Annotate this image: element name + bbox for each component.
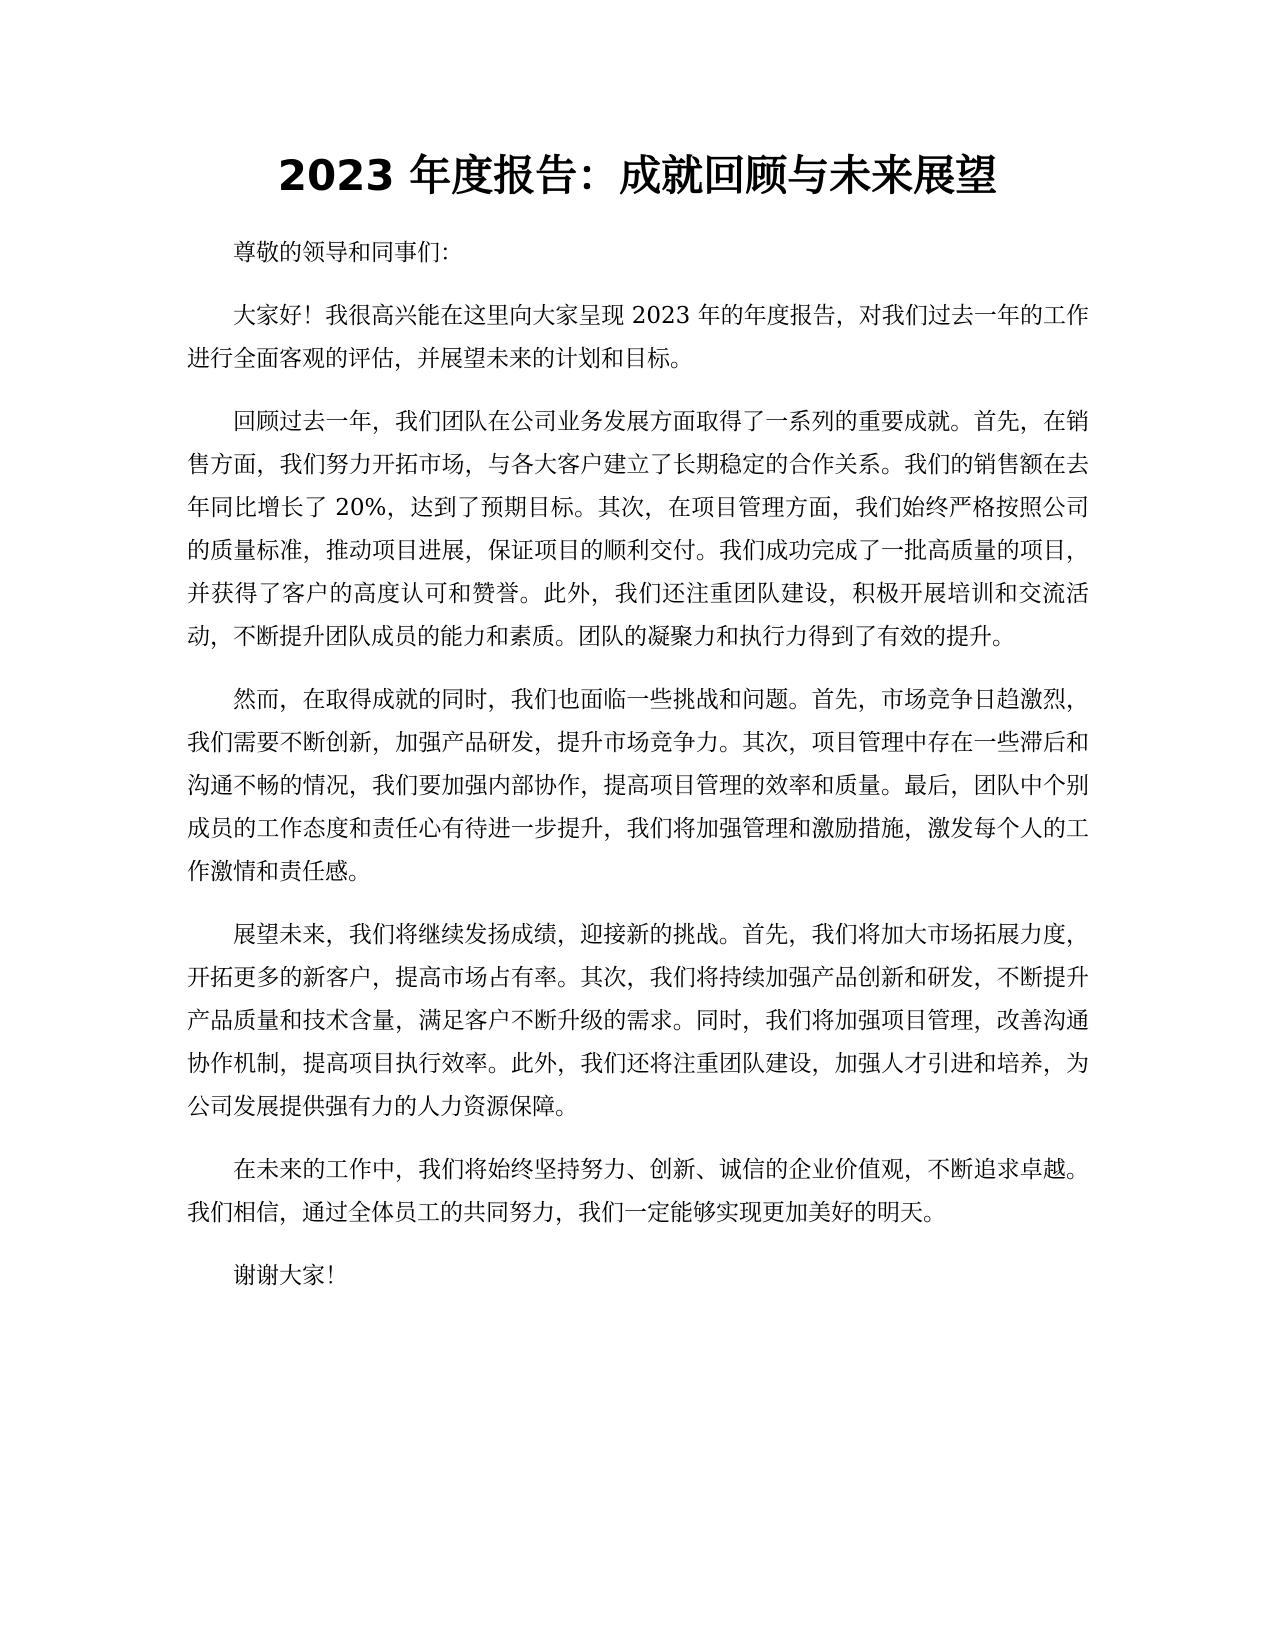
paragraph-achievements: 回顾过去一年，我们团队在公司业务发展方面取得了一系列的重要成就。首先，在销售方面，我们努力开拓市场，与各大客户建立了长期稳定的合作关系。我们的销售额在去年同比增长了 20%，达到了预期目标。其次，在项目管理方面，我们始终严格按照公司的质量标准，推动项目进展，保证项目的顺利交付。我们成功完成了一批高质量的项目，并获得了客户的高度认可和赞誉。此外，我们还注重团队建设，积极开展培训和交流活动，不断提升团队成员的能力和素质。团队的凝聚力和执行力得到了有效的提升。 (187, 409, 1089, 650)
paragraph-closing: 谢谢大家！ (233, 1263, 348, 1289)
paragraph-introduction: 大家好！我很高兴能在这里向大家呈现 2023 年的年度报告，对我们过去一年的工作进行全面客观的评估，并展望未来的计划和目标。 (187, 303, 1089, 372)
paragraph-values: 在未来的工作中，我们将始终坚持努力、创新、诚信的企业价值观，不断追求卓越。我们相信，通过全体员工的共同努力，我们一定能够实现更加美好的明天。 (187, 1157, 1089, 1226)
document-title: 2023 年度报告：成就回顾与未来展望 (277, 151, 998, 200)
paragraph-challenges: 然而，在取得成就的同时，我们也面临一些挑战和问题。首先，市场竞争日趋激烈，我们需要不断创新，加强产品研发，提升市场竞争力。其次，项目管理中存在一些滞后和沟通不畅的情况，我们要加强内部协作，提高项目管理的效率和质量。最后，团队中个别成员的工作态度和责任心有待进一步提升，我们将加强管理和激励措施，激发每个人的工作激情和责任感。 (187, 687, 1089, 885)
paragraph-salutation: 尊敬的领导和同事们： (233, 240, 463, 266)
paragraph-outlook: 展望未来，我们将继续发扬成绩，迎接新的挑战。首先，我们将加大市场拓展力度，开拓更多的新客户，提高市场占有率。其次，我们将持续加强产品创新和研发，不断提升产品质量和技术含量，满足客户不断升级的需求。同时，我们将加强项目管理，改善沟通协作机制，提高项目执行效率。此外，我们还将注重团队建设，加强人才引进和培养，为公司发展提供强有力的人力资源保障。 (187, 922, 1089, 1120)
document-body (187, 232, 1089, 1318)
